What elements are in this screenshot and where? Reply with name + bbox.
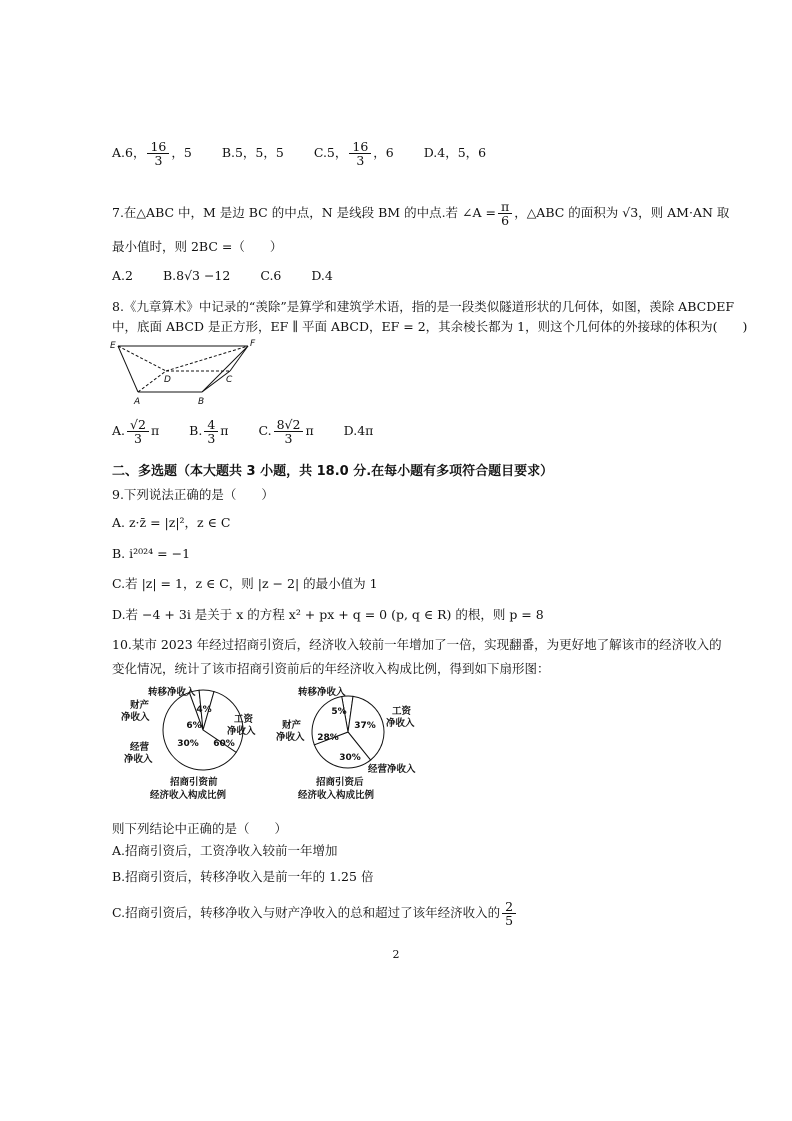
edge-ea xyxy=(118,346,138,392)
pie-after-label-business: 经营净收入 xyxy=(368,764,416,775)
q7-option-a: A.2 xyxy=(112,268,133,283)
vertex-e: E xyxy=(110,341,116,351)
pie-after-label-property-1: 财产 xyxy=(282,720,302,731)
pie-before-label-property-1: 财产 xyxy=(130,700,150,711)
q7-option-d: D.4 xyxy=(311,268,333,283)
pie-after-title-1: 招商引资后 xyxy=(316,777,364,788)
q8-option-c: C. $\frac{8√2}{3}$ π xyxy=(258,417,314,447)
q8-option-d: D.4π xyxy=(343,423,374,439)
q7-option-b: B.8√3 −12 xyxy=(162,268,231,283)
pie-before-label-property-2: 净收入 xyxy=(121,712,150,723)
q6-options xyxy=(112,140,512,167)
q7-stem-line1: 7.在△ABC 中，M 是边 BC 的中点，N 是线段 BM 的中点.若 ∠A = $\frac{\pi}{6}$ ，△ABC 的面积为 √3，则 AM·AN 取 xyxy=(112,199,730,229)
q10-stem-line2: 变化情况，统计了该市招商引资前后的年经济收入构成比例，得到如下扇形图： xyxy=(112,661,550,676)
q6-option-b: B.5，5，5 xyxy=(221,145,284,161)
pie-chart-after xyxy=(276,684,426,804)
pie-after-label-wage-2: 净收入 xyxy=(386,718,415,729)
q10-stem2: 则下列结论中正确的是（ ） xyxy=(112,821,288,836)
pie-before-title-2: 经济收入构成比例 xyxy=(150,790,227,801)
q9-option-b: B. i²⁰²⁴ = −1 xyxy=(112,546,191,561)
q8-option-a: A. $\frac{√2}{3}$ π xyxy=(112,417,160,447)
edge-ad xyxy=(138,371,166,392)
pie-before-pct-wage: 60% xyxy=(213,739,235,749)
section-heading: 二、多选题（本大题共 3 小题，共 18.0 分.在每小题有多项符合题目要求） xyxy=(112,464,554,479)
vertex-f: F xyxy=(250,339,256,349)
q8-options xyxy=(112,418,399,445)
q8-stem-line1: 8.《九章算术》中记录的“羡除”是算学和建筑学术语，指的是一段类似隧道形状的几何体，如图，羡除 ABCDEF xyxy=(112,299,735,314)
q10-stem-line1: 10.某市 2023 年经过招商引资后，经济收入较前一年增加了一倍，实现翻番，为更好地了解该市的经济收入的 xyxy=(112,637,722,652)
q7-options xyxy=(112,267,359,285)
vertex-b: B xyxy=(198,397,205,407)
pie-before-label-wage-2: 净收入 xyxy=(227,726,256,737)
page-number: 2 xyxy=(392,948,400,961)
pie-before-label-business-1: 经营 xyxy=(130,742,150,753)
edge-cf xyxy=(230,346,248,371)
pie-after-pct-business: 30% xyxy=(339,753,361,763)
q8-figure xyxy=(110,338,260,408)
q6-option-c: C.5， $\frac{16}{3}$ ，6 xyxy=(313,139,394,169)
pie-after-pct-property: 28% xyxy=(317,733,339,743)
pie-before-title-1: 招商引资前 xyxy=(170,777,218,788)
q9-stem: 9.下列说法正确的是（ ） xyxy=(112,487,274,502)
pie-before-label-transfer: 转移净收入 xyxy=(148,687,196,698)
q7-option-c: C.6 xyxy=(260,268,282,283)
pie-after-pct-transfer: 5% xyxy=(331,707,347,717)
q8-stem-line2: 中，底面 ABCD 是正方形，EF ∥ 平面 ABCD，EF = 2，其余棱长都为 1，则这个几何体的外接球的体积为( ) xyxy=(112,319,748,334)
pie-after-label-wage-1: 工资 xyxy=(392,706,412,717)
q10-option-b: B.招商引资后，转移净收入是前一年的 1.25 倍 xyxy=(112,869,374,884)
pie-after-title-2: 经济收入构成比例 xyxy=(298,790,375,801)
q10-option-c: C.招商引资后，转移净收入与财产净收入的总和超过了该年经济收入的 $\frac{2}{5}$ xyxy=(112,900,518,927)
pie-before-pct-transfer: 4% xyxy=(196,705,212,715)
pie-after-pct-wage: 37% xyxy=(354,721,376,731)
pie-before-pct-business: 30% xyxy=(177,739,199,749)
vertex-c: C xyxy=(226,375,233,385)
pie-after-label-transfer: 转移净收入 xyxy=(298,687,346,698)
q9-option-d: D.若 −4 + 3i 是关于 x 的方程 x² + px + q = 0 (p, q ∈ R) 的根，则 p = 8 xyxy=(112,607,544,622)
pie-before-pct-property: 6% xyxy=(186,721,202,731)
pie-chart-before xyxy=(116,684,266,804)
edge-ed xyxy=(118,346,166,371)
q6-option-d: D.4，5，6 xyxy=(423,145,487,161)
q9-option-c: C.若 |z| = 1，z ∈ C，则 |z − 2| 的最小值为 1 xyxy=(112,576,378,591)
q6-option-a: A.6， $\frac{16}{3}$ ，5 xyxy=(112,139,192,169)
pie-after-label-property-2: 净收入 xyxy=(276,732,305,743)
vertex-d: D xyxy=(164,375,171,385)
q10-option-a: A.招商引资后，工资净收入较前一年增加 xyxy=(112,843,338,858)
q7-stem-line2: 最小值时，则 2BC =（ ） xyxy=(112,239,283,254)
pie-before-label-business-2: 净收入 xyxy=(124,754,153,765)
q9-option-a: A. z·z̄ = |z|²，z ∈ C xyxy=(112,515,231,530)
q8-option-b: B. $\frac{4}{3}$ π xyxy=(189,417,229,447)
pie-before-label-wage-1: 工资 xyxy=(234,714,254,725)
vertex-a: A xyxy=(134,397,141,407)
